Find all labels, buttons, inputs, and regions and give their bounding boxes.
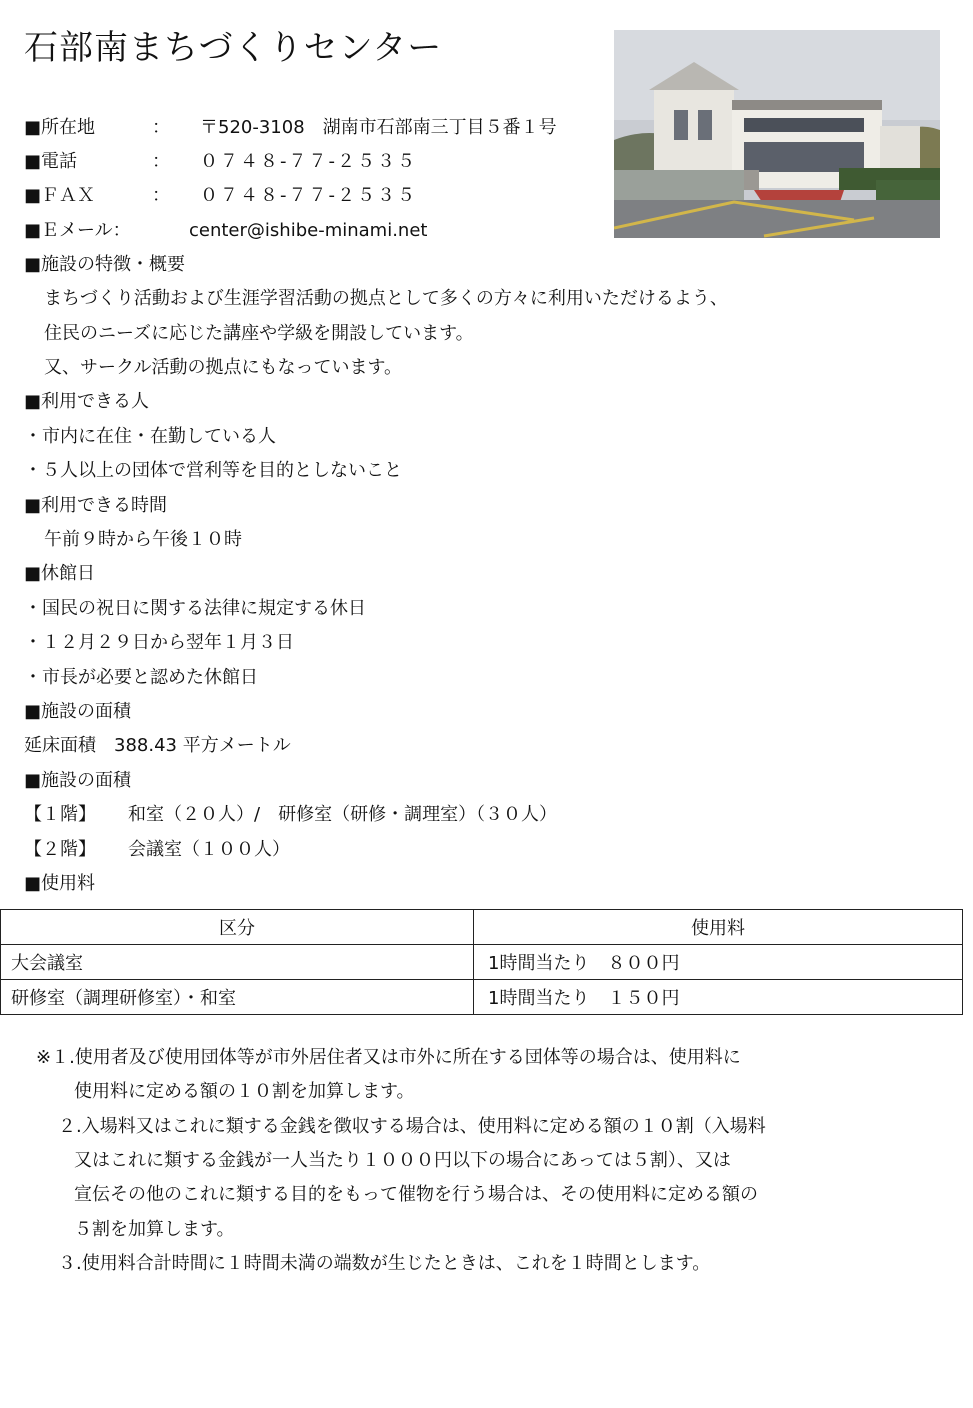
closed-item: ・市長が必要と認めた休館日 [24, 667, 258, 688]
email-label: ■Ｅメール： [24, 220, 131, 241]
table-header: 区分 [1, 910, 474, 945]
table-header: 使用料 [474, 910, 963, 945]
tel-row [24, 150, 417, 174]
floor1-row [24, 803, 557, 827]
users-item: ・市内に在住・在勤している人 [24, 426, 276, 447]
area-text: 延床面積 388.43 平方メートル [24, 735, 291, 756]
note-line: ３.使用料合計時間に１時間未満の端数が生じたときは、これを１時間とします。 [58, 1253, 711, 1274]
table-row [1, 945, 963, 980]
floor2-label: 【２階】 [24, 839, 96, 860]
features-heading: ■施設の特徴・概要 [24, 254, 186, 275]
tel-label: ■電話 [24, 151, 78, 172]
fax-value: ０７４８-７７-２５３５ [200, 185, 417, 206]
building-photo [614, 30, 940, 238]
address-colon: ： [152, 117, 170, 138]
fax-label: ■ＦＡＸ [24, 185, 96, 206]
note-line: 又はこれに類する金銭が一人当たり１０００円以下の場合にあっては５割）、又は [74, 1150, 731, 1171]
fax-row [24, 184, 417, 208]
table-header-row [1, 910, 963, 945]
hours-text: 午前９時から午後１０時 [44, 529, 242, 550]
users-item: ・５人以上の団体で営利等を目的としないこと [24, 460, 402, 481]
note-line: 宣伝その他のこれに類する目的をもって催物を行う場合は、その使用料に定める額の [74, 1184, 758, 1205]
tel-value: ０７４８-７７-２５３５ [200, 151, 417, 172]
features-line: まちづくり活動および生涯学習活動の拠点として多くの方々に利用いただけるよう、 [44, 288, 728, 309]
address-row [24, 116, 557, 140]
email-row [24, 219, 427, 243]
note-line: ※１.使用者及び使用団体等が市外居住者又は市外に所在する団体等の場合は、使用料に [36, 1047, 741, 1068]
floor1-label: 【１階】 [24, 804, 96, 825]
floor1-rooms: 和室（２０人）/ 研修室（研修・調理室）（３０人） [128, 804, 558, 825]
features-line: 住民のニーズに応じた講座や学級を開設しています。 [44, 323, 474, 344]
page-title: 石部南まちづくりセンター [24, 28, 443, 68]
hours-heading: ■利用できる時間 [24, 495, 168, 516]
closed-item: ・国民の祝日に関する法律に規定する休日 [24, 598, 366, 619]
area-heading: ■施設の面積 [24, 701, 132, 722]
table-cell: 大会議室 [1, 945, 474, 980]
note-line: 使用料に定める額の１０割を加算します。 [74, 1081, 415, 1102]
address-value: 〒520-3108 湖南市石部南三丁目５番１号 [200, 117, 557, 138]
table-cell: 1時間当たり ８００円 [474, 945, 963, 980]
rooms-heading: ■施設の面積 [24, 770, 132, 791]
note-line: ２.入場料又はこれに類する金銭を徴収する場合は、使用料に定める額の１０割（入場料 [58, 1116, 766, 1137]
table-cell: 研修室（調理研修室）・和室 [1, 980, 474, 1015]
closed-item: ・１２月２９日から翌年１月３日 [24, 632, 294, 653]
tel-colon: ： [152, 151, 170, 172]
note-line: ５割を加算します。 [74, 1219, 235, 1240]
fee-table [0, 909, 963, 1015]
floor2-row [24, 838, 290, 862]
floor2-rooms: 会議室（１００人） [128, 839, 290, 860]
closed-heading: ■休館日 [24, 563, 96, 584]
email-value[interactable]: center@ishibe-minami.net [189, 220, 428, 241]
fax-colon: ： [152, 185, 170, 206]
table-cell: 1時間当たり １５０円 [474, 980, 963, 1015]
address-label: ■所在地 [24, 117, 96, 138]
features-line: 又、サークル活動の拠点にもなっています。 [44, 357, 403, 378]
fees-heading: ■使用料 [24, 873, 96, 894]
table-row [1, 980, 963, 1015]
users-heading: ■利用できる人 [24, 391, 150, 412]
